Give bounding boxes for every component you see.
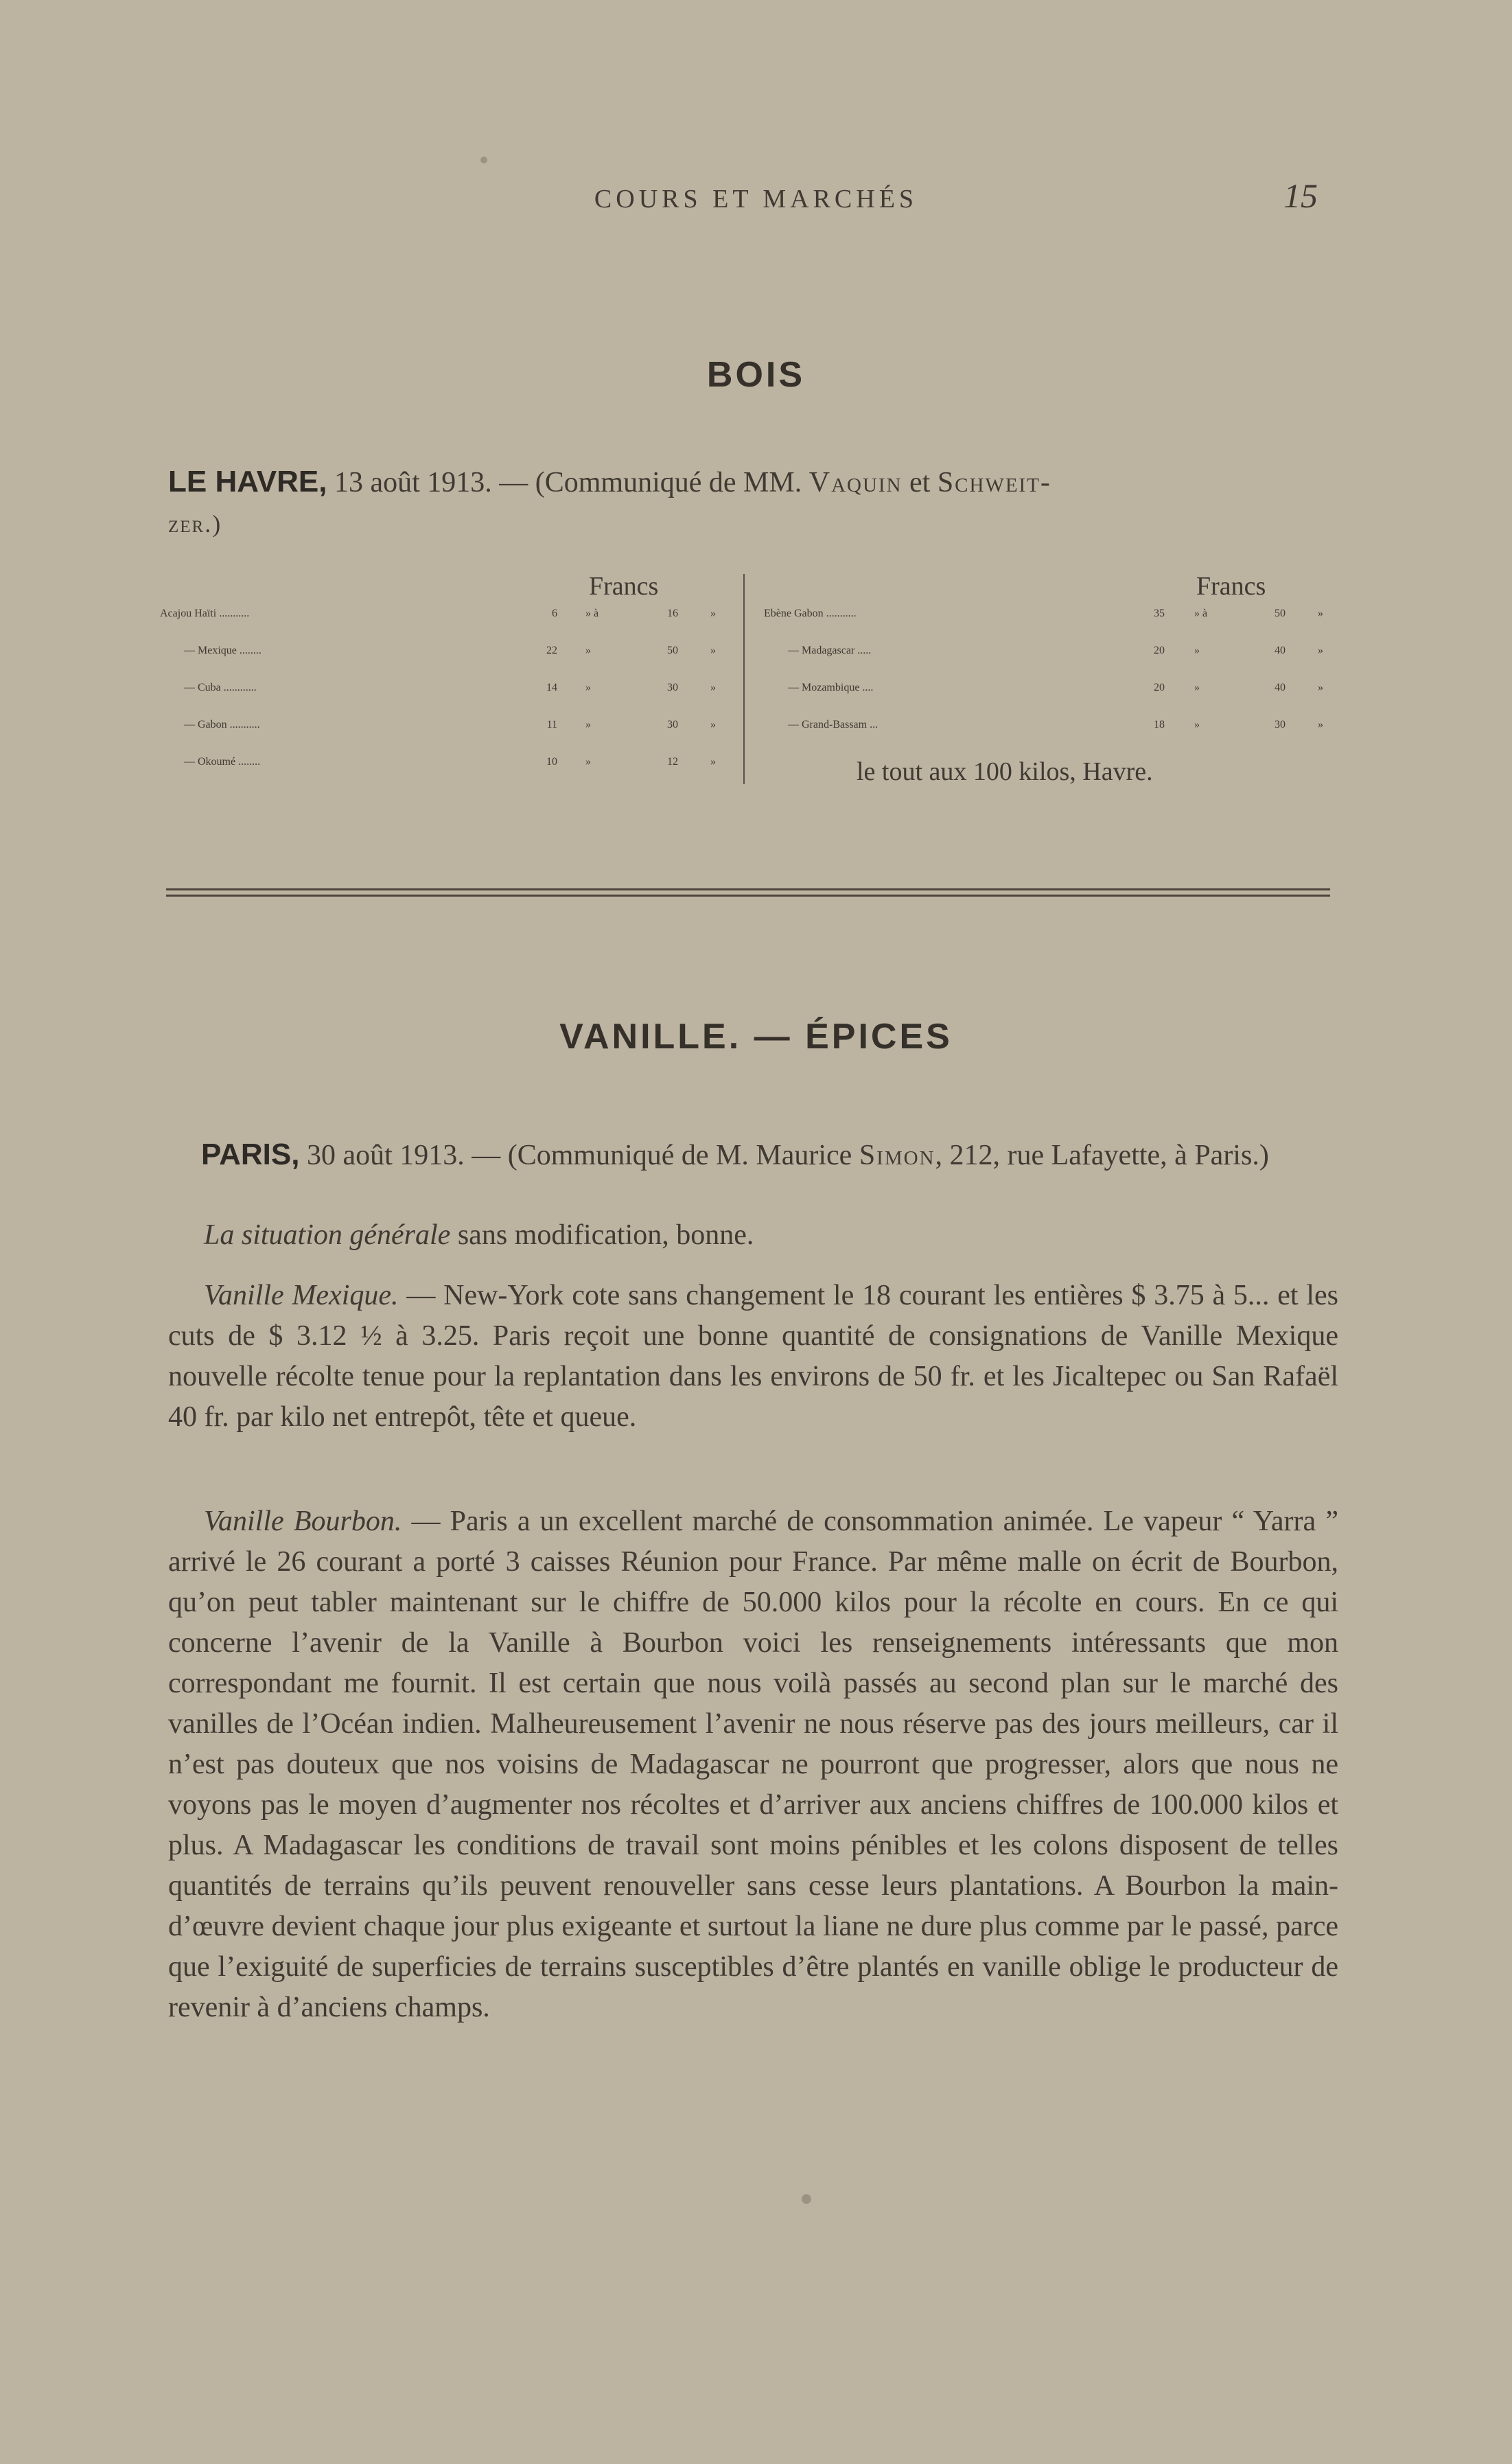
vanille-intro-text: 30 août 1913. — (Communiqué de M. Maurice bbox=[299, 1140, 859, 1171]
situation-paragraph bbox=[168, 1215, 1338, 1256]
row-label: Ebène Gabon ........... bbox=[764, 608, 857, 619]
row-label: Acajou Haïti ........... bbox=[160, 608, 250, 619]
section-rule-top bbox=[166, 888, 1330, 890]
mexique-label: Vanille Mexique. bbox=[204, 1280, 399, 1311]
row-price-low: 20 bbox=[1154, 645, 1165, 656]
price-table-right-unit: Francs bbox=[1196, 572, 1266, 601]
row-separator: » à bbox=[585, 608, 599, 619]
row-label: — Grand-Bassam ... bbox=[788, 719, 879, 730]
paper-speck bbox=[802, 2194, 811, 2204]
row-separator: » bbox=[585, 645, 591, 656]
paper-speck bbox=[480, 157, 487, 163]
bois-name-schweitzer: Schweit- bbox=[937, 467, 1051, 498]
section-rule-bottom bbox=[166, 895, 1330, 897]
situation-text: sans modification, bonne. bbox=[450, 1219, 754, 1251]
row-end-mark: » bbox=[1318, 645, 1323, 656]
row-end-mark: » bbox=[1318, 719, 1323, 730]
row-end-mark: » bbox=[710, 608, 716, 619]
row-separator: » bbox=[1194, 645, 1200, 656]
row-end-mark: » bbox=[1318, 608, 1323, 619]
price-table-right-note: le tout aux 100 kilos, Havre. bbox=[857, 757, 1153, 786]
row-separator: » à bbox=[1194, 608, 1208, 619]
row-price-high: 40 bbox=[1275, 682, 1286, 693]
row-price-low: 18 bbox=[1154, 719, 1165, 730]
row-end-mark: » bbox=[710, 756, 716, 768]
row-end-mark: » bbox=[710, 645, 716, 656]
row-label: — Cuba ............ bbox=[184, 682, 257, 693]
row-end-mark: » bbox=[710, 719, 716, 730]
section-title-bois: BOIS bbox=[706, 355, 806, 395]
bois-intro bbox=[168, 461, 1338, 544]
row-price-low: 11 bbox=[546, 719, 557, 730]
table-divider bbox=[743, 574, 745, 784]
row-label: — Madagascar ..... bbox=[788, 645, 872, 656]
row-label: — Gabon ........... bbox=[184, 719, 260, 730]
row-price-low: 10 bbox=[546, 756, 557, 768]
bois-name-vaquin: Vaquin bbox=[809, 467, 903, 498]
row-label: — Okoumé ........ bbox=[184, 756, 261, 768]
row-separator: » bbox=[585, 756, 591, 768]
row-end-mark: » bbox=[1318, 682, 1323, 693]
row-price-high: 30 bbox=[667, 682, 678, 693]
row-price-high: 50 bbox=[667, 645, 678, 656]
vanille-intro-end: , 212, rue Lafayette, à Paris.) bbox=[935, 1140, 1269, 1171]
running-title: COURS ET MARCHÉS bbox=[594, 185, 918, 214]
bourbon-label: Vanille Bourbon. bbox=[204, 1506, 402, 1537]
mexique-text: — New-York cote sans changement le 18 courant les entières $ 3.75 à 5... et les cuts de $ 3.12 ½ à 3.25. Paris reçoit une bonne quantité de consignations de Vanille Mexique nouvelle récolte tenue pour la replantation dans les environs de 50 fr. et les Jicaltepec ou San Rafaël 40 fr. par kilo net entrepôt, tête et queue. bbox=[168, 1280, 1338, 1433]
row-price-low: 22 bbox=[546, 645, 557, 656]
row-label: — Mozambique .... bbox=[788, 682, 874, 693]
row-end-mark: » bbox=[710, 682, 716, 693]
row-price-high: 16 bbox=[667, 608, 678, 619]
bourbon-paragraph bbox=[168, 1501, 1338, 2028]
price-table-left-unit: Francs bbox=[589, 572, 659, 601]
row-separator: » bbox=[585, 719, 591, 730]
row-price-low: 6 bbox=[552, 608, 557, 619]
row-price-high: 30 bbox=[667, 719, 678, 730]
bois-intro-line2: zer.) bbox=[168, 510, 222, 538]
row-price-high: 40 bbox=[1275, 645, 1286, 656]
page-number: 15 bbox=[1283, 176, 1318, 215]
row-separator: » bbox=[1194, 719, 1200, 730]
row-price-high: 30 bbox=[1275, 719, 1286, 730]
bois-intro-mid: et bbox=[902, 467, 938, 498]
situation-label: La situation générale bbox=[204, 1219, 451, 1251]
mexique-paragraph bbox=[168, 1276, 1338, 1438]
row-separator: » bbox=[585, 682, 591, 693]
bois-intro-text: 13 août 1913. — (Communiqué de MM. bbox=[327, 467, 809, 498]
row-price-low: 20 bbox=[1154, 682, 1165, 693]
section-title-vanille: VANILLE. — ÉPICES bbox=[559, 1017, 953, 1057]
bois-intro-lead: LE HAVRE, bbox=[168, 465, 327, 498]
vanille-name-simon: Simon bbox=[859, 1140, 935, 1171]
row-price-low: 35 bbox=[1154, 608, 1165, 619]
row-price-high: 50 bbox=[1275, 608, 1286, 619]
vanille-intro-lead: PARIS, bbox=[201, 1138, 300, 1171]
row-price-low: 14 bbox=[546, 682, 557, 693]
bourbon-text: — Paris a un excellent marché de consommation animée. Le vapeur “ Yarra ” arrivé le 26 courant a porté 3 caisses Réunion pour France. Par même malle on écrit de Bourbon, qu’on peut tabler maintenant sur le chiffre de 50.000 kilos pour la récolte en cours. En ce qui concerne l’avenir de la Vanille à Bourbon voici les renseignements intéressants que mon correspondant me fournit. Il est certain que nous voilà passés au second plan sur le marché des vanilles de l’Océan indien. Malheureusement l’avenir ne nous réserve pas des jours meilleurs, car il n’est pas douteux que nos voisins de Madagascar ne pourront que progresser, alors que nous ne voyons pas le moyen d’augmenter nos récoltes et d’arriver aux anciens chiffres de 100.000 kilos et plus. A Madagascar les conditions de travail sont moins pénibles et les colons disposent de telles quantités de terrains qu’ils peuvent renouveller sans cesse leurs plantations. A Bourbon la main-d’œuvre devient chaque jour plus exigeante et surtout la liane ne dure plus comme par le passé, parce que l’exiguité de superficies de terrains susceptibles d’être plantés en vanille oblige le producteur de revenir à d’anciens champs. bbox=[168, 1506, 1338, 2023]
row-label: — Mexique ........ bbox=[184, 645, 261, 656]
vanille-intro bbox=[168, 1134, 1338, 1176]
row-separator: » bbox=[1194, 682, 1200, 693]
row-price-high: 12 bbox=[667, 756, 678, 768]
